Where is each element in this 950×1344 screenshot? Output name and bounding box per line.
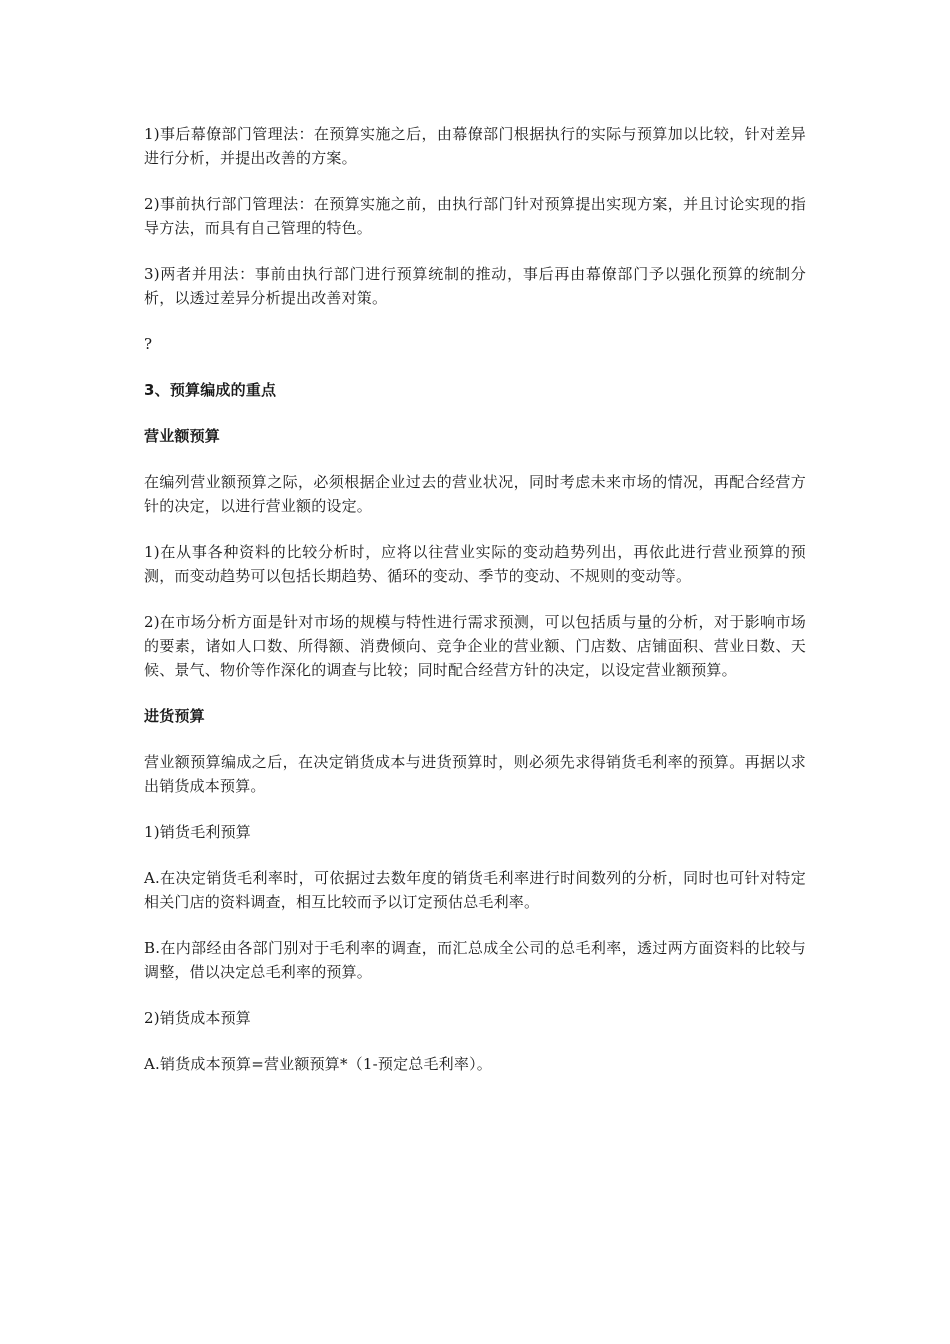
- subheading-purchase-budget: 进货预算: [144, 707, 205, 725]
- paragraph-cost-of-sales-formula: A.销货成本预算=营业额预算*（1-预定总毛利率）。: [144, 1055, 492, 1073]
- paragraph-staff-dept-method: 1)事后幕僚部门管理法：在预算实施之后，由幕僚部门根据执行的实际与预算加以比较，针对差异进行分析，并提出改善的方案。: [144, 125, 806, 167]
- section-heading-budget-focus: 3、预算编成的重点: [144, 381, 277, 399]
- paragraph-sales-trend-analysis: 1)在从事各种资料的比较分析时，应将以往营业实际的变动趋势列出，再依此进行营业预算的预测，而变动趋势可以包括长期趋势、循环的变动、季节的变动、不规则的变动等。: [144, 543, 806, 585]
- paragraph-question-mark: ?: [144, 335, 153, 353]
- document-page: [144, 122, 806, 1098]
- paragraph-exec-dept-method: 2)事前执行部门管理法：在预算实施之前，由执行部门针对预算提出实现方案，并且讨论实现的指导方法，而具有自己管理的特色。: [144, 195, 806, 237]
- paragraph-purchase-budget-intro: 营业额预算编成之后，在决定销货成本与进货预算时，则必须先求得销货毛利率的预算。再据以求出销货成本预算。: [144, 753, 806, 795]
- subheading-sales-budget: 营业额预算: [144, 427, 221, 445]
- paragraph-sales-budget-intro: 在编列营业额预算之际，必须根据企业过去的营业状况，同时考虑未来市场的情况，再配合经营方针的决定，以进行营业额的设定。: [144, 473, 806, 515]
- paragraph-gross-profit-title: 1)销货毛利预算: [144, 823, 251, 841]
- paragraph-gross-profit-a: A.在决定销货毛利率时，可依据过去数年度的销货毛利率进行时间数列的分析，同时也可针对特定相关门店的资料调查，相互比较而予以订定预估总毛利率。: [144, 869, 806, 911]
- paragraph-cost-of-sales-title: 2)销货成本预算: [144, 1009, 251, 1027]
- paragraph-gross-profit-b: B.在内部经由各部门别对于毛利率的调查，而汇总成全公司的总毛利率，透过两方面资料的比较与调整，借以决定总毛利率的预算。: [144, 939, 806, 981]
- paragraph-combined-method: 3)两者并用法：事前由执行部门进行预算统制的推动，事后再由幕僚部门予以强化预算的统制分析，以透过差异分析提出改善对策。: [144, 265, 806, 307]
- paragraph-market-analysis: 2)在市场分析方面是针对市场的规模与特性进行需求预测，可以包括质与量的分析，对于影响市场的要素，诸如人口数、所得额、消费倾向、竞争企业的营业额、门店数、店铺面积、营业日数、天候、景气、物价等作深化的调查与比较；同时配合经营方针的决定，以设定营业额预算。: [144, 613, 806, 679]
